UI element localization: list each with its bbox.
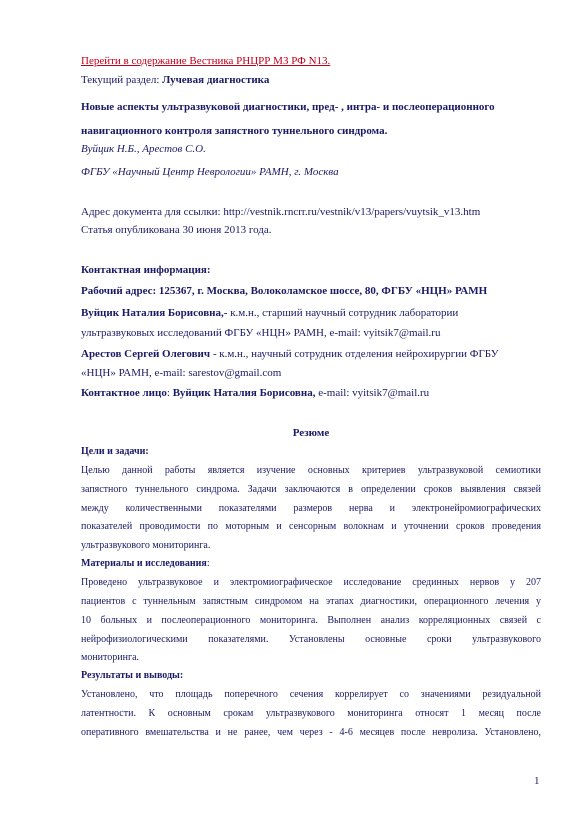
goals-line: ультразвукового мониторинга. (81, 540, 211, 551)
contacts-heading: Контактная информация: (81, 264, 211, 276)
goals-line: показателей проводимости по моторным и сенсорным волокнам и уточнении сроков проведения (81, 521, 541, 532)
person-1-desc-2: ультразвуковых исследований ФГБУ «НЦН» РАМН, e-mail: vyitsik7@mail.ru (81, 327, 441, 339)
person-2-desc: - к.м.н., научный сотрудник отделения нейрохирургии ФГБУ (210, 348, 499, 360)
goals-line: между количественными показателями размеров нерва и электронейромиографических (81, 503, 541, 514)
results-line: латентности. К основным срокам ультразвукового мониторинга относят 1 месяц после (81, 708, 541, 719)
methods-line: Проведено ультразвуковое и электромиографическое исследование срединных нервов у 207 (81, 577, 541, 588)
resume-heading: Резюме (292, 427, 330, 439)
person-1-desc: к.м.н., старший научный сотрудник лаборатории (227, 307, 459, 319)
person-2-name: Арестов Сергей Олегович (81, 348, 211, 360)
results-heading: Результаты и выводы: (81, 670, 184, 681)
page-number: 1 (534, 775, 540, 787)
contact-label: Контактное лицо (81, 387, 167, 399)
article-title-line-1: Новые аспекты ультразвуковой диагностики, пред- , интра- и послеоперационного (81, 101, 495, 113)
results-line: Установлено, что площадь поперечного сечения коррелирует со значениями резидуальной (81, 689, 541, 700)
section-name: Лучевая диагностика (162, 74, 270, 86)
methods-line: мониторинга. (81, 652, 140, 663)
article-title-line-2: навигационного контроля запястного туннельного синдрома. (81, 125, 388, 137)
contact-person (81, 386, 541, 400)
contact-email: e-mail: vyitsik7@mail.ru (315, 387, 430, 399)
goals-line: запястного туннельного синдрома. Задачи заключаются в определении сроков выявления связей (81, 484, 541, 495)
toc-link-row (81, 54, 541, 68)
document-url: Адрес документа для ссылки: http://vestnik.rncrr.ru/vestnik/v13/papers/vuytsik_v13.htm (81, 206, 481, 218)
goals-heading: Цели и задачи: (81, 446, 149, 457)
contact-sep: : (166, 387, 173, 399)
publication-date: Статья опубликована 30 июня 2013 года. (81, 224, 272, 236)
person-2 (81, 347, 541, 361)
methods-line: нейрофизиологическими показателями. Установлены основные сроки ультразвукового (81, 634, 541, 645)
article-authors: Вуйцик Н.Б., Арестов С.О. (81, 143, 206, 155)
article-affiliation: ФГБУ «Научный Центр Неврологии» РАМН, г. Москва (81, 166, 339, 178)
methods-colon: : (206, 558, 210, 569)
section-label: Текущий раздел: (81, 74, 163, 86)
toc-link[interactable]: Перейти в содержание Вестника РНЦРР МЗ РФ N13. (81, 55, 331, 67)
results-line: оперативного вмешательства и не ранее, чем через - 4-6 месяцев после невролиза. Установлено, (81, 727, 541, 738)
person-1-name: Вуйцик Наталия Борисовна,- (81, 307, 228, 319)
methods-heading-row (81, 557, 541, 571)
current-section (81, 73, 541, 87)
methods-line: пациентов с туннельным запястным синдромом на этапах диагностики, операционного лечения у (81, 596, 541, 607)
work-address: Рабочий адрес: 125367, г. Москва, Волоколамское шоссе, 80, ФГБУ «НЦН» РАМН (81, 285, 488, 297)
person-2-desc-2: «НЦН» РАМН, e-mail: sarestov@gmail.com (81, 367, 282, 379)
goals-line: Целью данной работы является изучение основных критериев ультразвуковой семиотики (81, 465, 541, 476)
person-1 (81, 306, 541, 320)
methods-heading: Материалы и исследования (81, 558, 207, 569)
methods-line: 10 больных и послеоперационного мониторинга. Выполнен анализ корреляционных связей с (81, 615, 541, 626)
contact-name: Вуйцик Наталия Борисовна, (172, 387, 316, 399)
